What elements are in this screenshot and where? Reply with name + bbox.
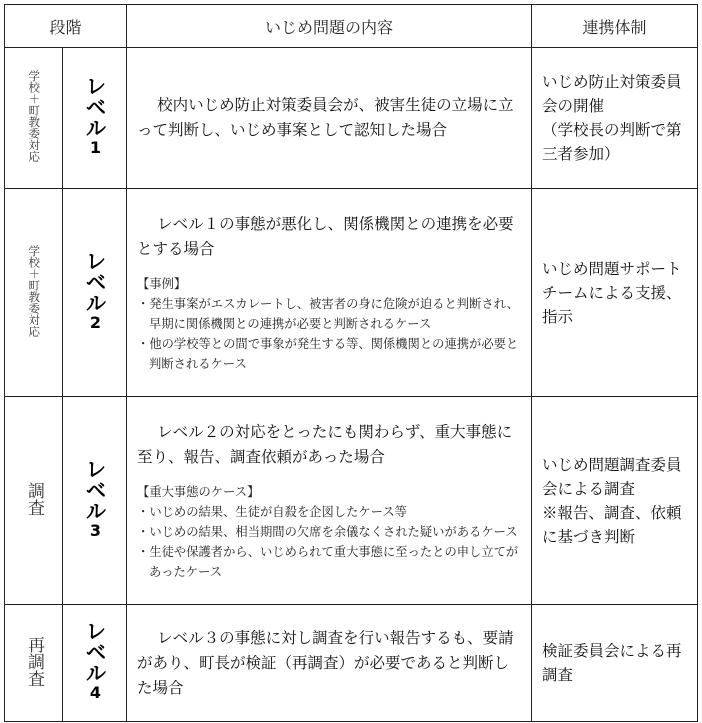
case-item: ・他の学校等との間で事象が発生する等、関係機関との連携が必要と判断されるケース bbox=[137, 336, 519, 371]
header-stage: 段階 bbox=[5, 5, 127, 48]
level-cell bbox=[63, 605, 127, 722]
system-line: 検証委員会による再調査 bbox=[542, 642, 682, 684]
header-system: 連携体制 bbox=[532, 5, 698, 48]
case-item: ・発生事案がエスカレートし、被害者の身に危険が迫ると判断され、早期に関係機関との連携が必要と判断されるケース bbox=[137, 296, 519, 331]
level-label bbox=[84, 250, 105, 332]
level-label bbox=[84, 458, 105, 540]
level-cell bbox=[63, 397, 127, 605]
description-cell bbox=[127, 605, 532, 722]
table-row bbox=[5, 605, 698, 722]
description-text: 校内いじめ防止対策委員会が、被害生徒の立場に立って判断し、いじめ事案として認知した場合 bbox=[137, 96, 514, 139]
description-text: レベル１の事態が悪化し、関係機関との連携を必要とする場合 bbox=[137, 214, 514, 258]
level-number: 2 bbox=[86, 312, 105, 332]
table-row bbox=[5, 397, 698, 605]
bullying-response-table bbox=[4, 4, 698, 722]
case-title: 【重大事態のケース】 bbox=[137, 484, 260, 499]
system-cell bbox=[532, 189, 698, 397]
table-row bbox=[5, 48, 698, 189]
handler-label: 学校＋町教委対応 bbox=[27, 70, 42, 162]
level-word: レベル bbox=[83, 249, 107, 313]
level-word: レベル bbox=[83, 75, 107, 138]
handler-cell bbox=[5, 189, 63, 397]
level-number: 4 bbox=[86, 683, 105, 702]
level-number: 3 bbox=[86, 520, 105, 540]
system-cell bbox=[532, 48, 698, 189]
case-item: ・生徒や保護者から、いじめられて重大事態に至ったとの申し立てがあったケース bbox=[137, 544, 519, 579]
system-line: いじめ問題サポートチームによる支援、指示 bbox=[542, 259, 682, 326]
header-content: いじめ問題の内容 bbox=[127, 5, 532, 48]
handler-cell bbox=[5, 605, 63, 722]
table-row bbox=[5, 189, 698, 397]
description-text: レベル３の事態に対し調査を行い報告するも、要請があり、町長が検証（再調査）が必要であると判断した場合 bbox=[137, 628, 514, 697]
case-item: ・いじめの結果、生徒が自殺を企図したケース等 bbox=[137, 504, 407, 519]
level-number: 1 bbox=[86, 138, 105, 157]
system-line: いじめ防止対策委員会の開催 bbox=[542, 73, 682, 115]
system-line: いじめ問題調査委員会による調査 bbox=[542, 455, 682, 498]
handler-label: 再調査 bbox=[23, 635, 44, 687]
level-word: レベル bbox=[83, 620, 107, 683]
header-row bbox=[5, 5, 698, 48]
level-label bbox=[84, 75, 105, 157]
handler-label: 学校＋町教委対応 bbox=[27, 244, 42, 337]
system-cell bbox=[532, 605, 698, 722]
description-cell bbox=[127, 189, 532, 397]
handler-cell bbox=[5, 397, 63, 605]
case-title: 【事例】 bbox=[137, 276, 187, 291]
case-list bbox=[137, 482, 523, 582]
description-text: レベル２の対応をとったにも関わらず、重大事態に至り、報告、調査依頼があった場合 bbox=[137, 422, 513, 466]
description-cell bbox=[127, 397, 532, 605]
handler-label: 調査 bbox=[23, 481, 44, 516]
case-item: ・いじめの結果、相当期間の欠席を余儀なくされた疑いがあるケース bbox=[137, 524, 518, 539]
system-line: ※報告、調査、依頼に基づき判断 bbox=[542, 503, 682, 546]
system-cell bbox=[532, 397, 698, 605]
system-line: （学校長の判断で第三者参加） bbox=[542, 121, 682, 163]
description-cell bbox=[127, 48, 532, 189]
level-label bbox=[84, 620, 105, 702]
handler-cell bbox=[5, 48, 63, 189]
case-list bbox=[137, 274, 523, 374]
level-cell bbox=[63, 189, 127, 397]
level-cell bbox=[63, 48, 127, 189]
level-word: レベル bbox=[83, 457, 107, 521]
